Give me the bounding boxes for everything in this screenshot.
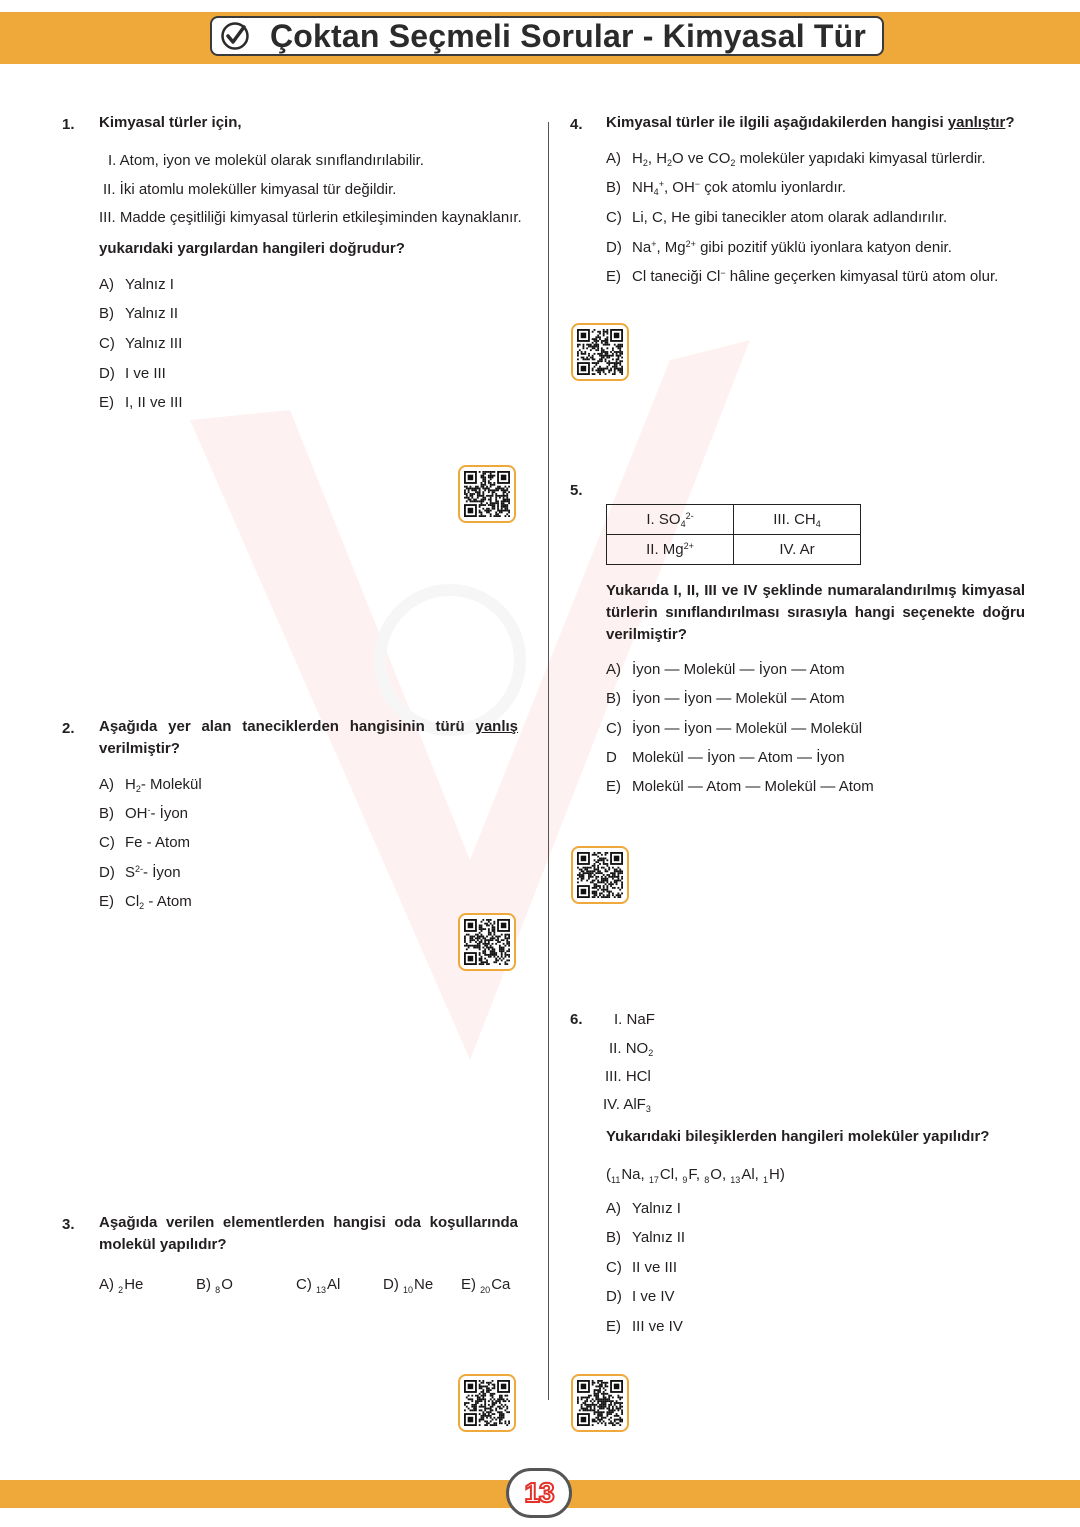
q2-option-d[interactable]: D) $S^{2-}-$ İyon <box>99 864 181 881</box>
title-box <box>210 16 884 56</box>
q2-stem-line1: Aşağıda yer alan taneciklerden hangisinin türü yanlış <box>99 718 519 735</box>
qr-code-q3[interactable] <box>458 1374 516 1432</box>
column-divider <box>548 122 549 1400</box>
q6-question: Yukarıdaki bileşiklerden hangileri moleküler yapılıdır? <box>606 1128 990 1145</box>
q5-number: 5. <box>570 482 583 499</box>
q4-underlined-word: yanlıştır <box>947 114 1006 131</box>
qr-code-q4[interactable] <box>571 323 629 381</box>
q1-option-d[interactable]: D) I ve III <box>99 365 166 382</box>
q6-option-e[interactable]: E) III ve IV <box>606 1318 683 1335</box>
q1-option-a[interactable]: A) Yalnız I <box>99 276 174 293</box>
q3-number: 3. <box>62 1216 75 1233</box>
q3-option-e[interactable]: E) $_{20}$Ca <box>461 1276 511 1295</box>
q5-species-table <box>606 504 861 565</box>
q3-option-a[interactable]: A) $_2$He <box>99 1276 144 1295</box>
q2-option-a[interactable]: A) $H_2-$ Molekül <box>99 776 202 794</box>
q2-option-c[interactable]: C) Fe - Atom <box>99 834 191 851</box>
q6-atomic-numbers: ($_{11}Na$, $_{17}$Cl, $_9$F, $_8$O, $_{13}$Al, $_1$H) <box>606 1166 785 1185</box>
q5-option-b[interactable]: B) İyon — İyon — Molekül — Atom <box>606 690 845 707</box>
q2-option-e[interactable]: E) $Cl_2$ - Atom <box>99 893 192 911</box>
q1-option-e[interactable]: E) I, II ve III <box>99 394 183 411</box>
q5-stem-line3: verilmiştir? <box>606 626 687 643</box>
q2-underlined-word: yanlış <box>475 718 519 735</box>
page-title: Çoktan Seçmeli Sorular - Kimyasal Tür <box>270 17 867 54</box>
table-cell: III. $CH_4$ <box>734 505 861 535</box>
q5-stem-line1: Yukarıda I, II, III ve IV şeklinde numaralandırılmış kimyasal <box>606 582 1025 599</box>
q6-compound: I. NaF <box>614 1011 655 1028</box>
q3-option-b[interactable]: B) $_8$O <box>196 1276 233 1295</box>
q6-option-c[interactable]: C) II ve III <box>606 1259 678 1276</box>
qr-code-icon <box>464 471 510 517</box>
q3-stem-line1: Aşağıda verilen elementlerden hangisi oda koşullarında <box>99 1214 518 1231</box>
q4-option-b[interactable]: B) $NH_4^+$, OH− çok atomlu iyonlardır. <box>606 179 846 197</box>
qr-code-icon <box>577 852 623 898</box>
page-number: 13 <box>524 1477 554 1508</box>
q4-option-e[interactable]: E) Cl taneciği Cl− hâline geçerken kimyasal türü atom olur. <box>606 268 999 285</box>
q1-question: yukarıdaki yargılardan hangileri doğrudur? <box>99 240 405 257</box>
qr-code-icon <box>464 919 510 965</box>
q2-number: 2. <box>62 720 75 737</box>
q3-option-d[interactable]: D) $_{10}$Ne <box>383 1276 434 1295</box>
q6-option-b[interactable]: B) Yalnız II <box>606 1229 686 1246</box>
q5-option-e[interactable]: E) Molekül — Atom — Molekül — Atom <box>606 778 874 795</box>
q5-option-d[interactable]: D Molekül — İyon — Atom — İyon <box>606 749 845 766</box>
qr-code-icon <box>577 1380 623 1426</box>
qr-code-q1[interactable] <box>458 465 516 523</box>
qr-code-q5[interactable] <box>571 846 629 904</box>
table-cell: I. $SO_4^{2-}$ <box>607 505 734 535</box>
q6-option-d[interactable]: D) I ve IV <box>606 1288 675 1305</box>
q4-option-c[interactable]: C) Li, C, He gibi tanecikler atom olarak adlandırılır. <box>606 209 948 226</box>
q1-option-c[interactable]: C) Yalnız III <box>99 335 183 352</box>
q5-option-a[interactable]: A) İyon — Molekül — İyon — Atom <box>606 661 845 678</box>
q3-option-c[interactable]: C) $_{13}$Al <box>296 1276 341 1295</box>
q5-stem-line2: türlerin sınıflandırılması sırasıyla hangi seçenekte doğru <box>606 604 1025 621</box>
q2-stem-line2: verilmiştir? <box>99 740 180 757</box>
q6-number: 6. <box>570 1011 583 1028</box>
q1-statement: I. Atom, iyon ve molekül olarak sınıflandırılabilir. <box>108 152 424 169</box>
q3-stem-line2: molekül yapılıdır? <box>99 1236 227 1253</box>
page-number-badge <box>506 1468 572 1518</box>
q2-option-b[interactable]: B) OH-- İyon <box>99 805 189 822</box>
q6-compound: III. HCl <box>605 1068 651 1085</box>
q1-statement: III. Madde çeşitliliği kimyasal türlerin etkileşiminden kaynaklanır. <box>99 209 522 226</box>
q4-number: 4. <box>570 116 583 133</box>
q1-intro: Kimyasal türler için, <box>99 114 242 131</box>
q1-statement: II. İki atomlu moleküller kimyasal tür değildir. <box>103 181 397 198</box>
table-cell: II. $Mg^{2+}$ <box>607 535 734 565</box>
qr-code-icon <box>464 1380 510 1426</box>
checkmark-icon <box>220 21 250 51</box>
q4-stem: Kimyasal türler ile ilgili aşağıdakilerden hangisi yanlıştır? <box>606 114 1015 131</box>
q6-compound: IV. AlF$_3$ <box>603 1096 651 1114</box>
qr-code-icon <box>577 329 623 375</box>
q6-compound: II. $NO_2$ <box>609 1040 654 1058</box>
q1-number: 1. <box>62 116 75 133</box>
q4-option-a[interactable]: A) $H_2$, $H_2O$ ve $CO_2$ moleküler yapıdaki kimyasal türlerdir. <box>606 150 986 168</box>
table-cell: IV. Ar <box>734 535 861 565</box>
qr-code-q6[interactable] <box>571 1374 629 1432</box>
q4-option-d[interactable]: D) Na+, $Mg^{2+}$ gibi pozitif yüklü iyonlara katyon denir. <box>606 239 952 256</box>
q6-option-a[interactable]: A) Yalnız I <box>606 1200 681 1217</box>
q5-option-c[interactable]: C) İyon — İyon — Molekül — Molekül <box>606 720 863 737</box>
q1-option-b[interactable]: B) Yalnız II <box>99 305 179 322</box>
qr-code-q2[interactable] <box>458 913 516 971</box>
